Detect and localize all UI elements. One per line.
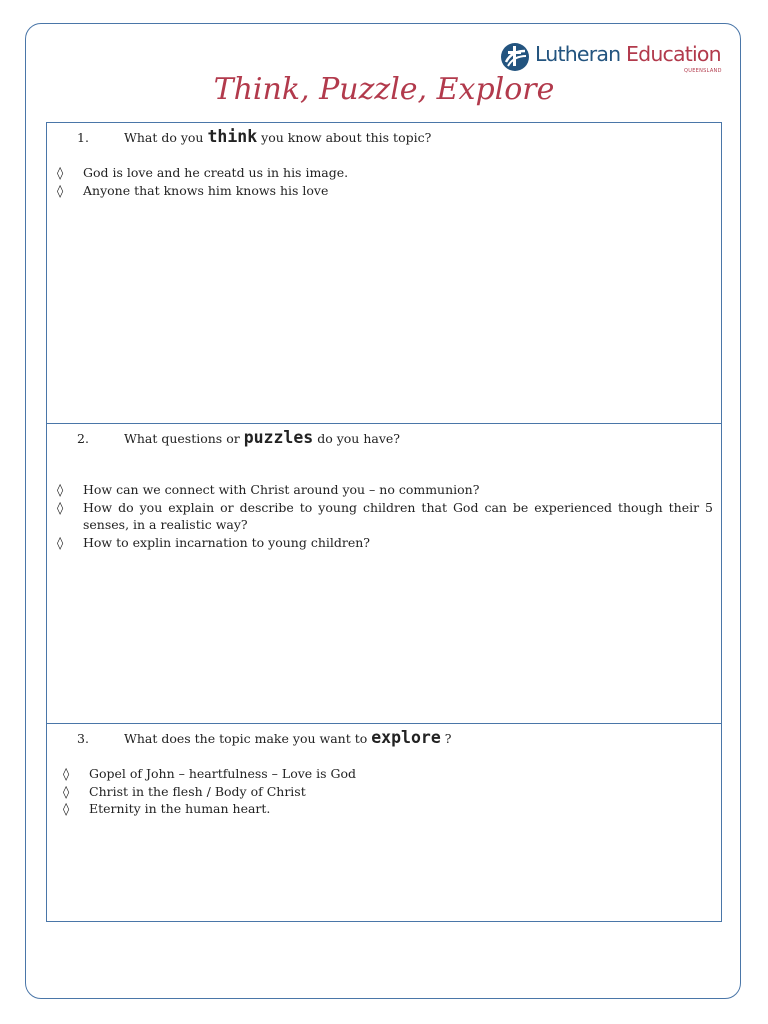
answer-list <box>57 164 713 199</box>
logo-emblem-icon <box>500 42 530 72</box>
diamond-bullet-icon: ◊ <box>57 165 64 180</box>
logo-subtitle: QUEENSLAND <box>684 68 722 74</box>
keyword-think: think <box>207 127 258 146</box>
diamond-bullet-icon: ◊ <box>63 783 70 799</box>
diamond-bullet-icon: ◊ <box>57 499 64 515</box>
section-explore <box>47 724 721 921</box>
question-think: 1. What do you think you know about this topic? <box>77 127 432 146</box>
list-item: ◊ Gopel of John – heartfulness – Love is God <box>63 766 357 781</box>
diamond-bullet-icon: ◊ <box>63 766 70 781</box>
page-title: Think, Puzzle, Explore <box>213 72 555 107</box>
question-explore: 3. What does the topic make you want to explore ? <box>77 728 452 747</box>
worksheet-table <box>46 122 722 922</box>
section-think <box>47 123 721 424</box>
logo-text: Lutheran Education <box>535 42 721 66</box>
answer-list <box>57 481 713 551</box>
question-puzzles: 2. What questions or puzzles do you have? <box>77 428 400 447</box>
diamond-bullet-icon: ◊ <box>57 534 64 550</box>
list-item: ◊ How to explin incarnation to young children? <box>57 534 370 550</box>
list-item: ◊ Eternity in the human heart. <box>63 801 271 816</box>
diamond-bullet-icon: ◊ <box>57 482 64 497</box>
diamond-bullet-icon: ◊ <box>57 182 64 198</box>
list-item: ◊ How do you explain or describe to young children that God can be experienced though their 5 senses, in a realistic way? <box>57 499 713 532</box>
diamond-bullet-icon: ◊ <box>63 801 70 816</box>
keyword-puzzles: puzzles <box>243 428 314 447</box>
keyword-explore: explore <box>371 728 441 747</box>
list-item: ◊ Anyone that knows him knows his love <box>57 182 329 198</box>
answer-list <box>63 765 713 818</box>
section-puzzles <box>47 424 721 724</box>
list-item: ◊ God is love and he creatd us in his image. <box>57 165 349 180</box>
list-item: ◊ Christ in the flesh / Body of Christ <box>63 783 306 799</box>
list-item: ◊ How can we connect with Christ around you – no communion? <box>57 482 480 497</box>
